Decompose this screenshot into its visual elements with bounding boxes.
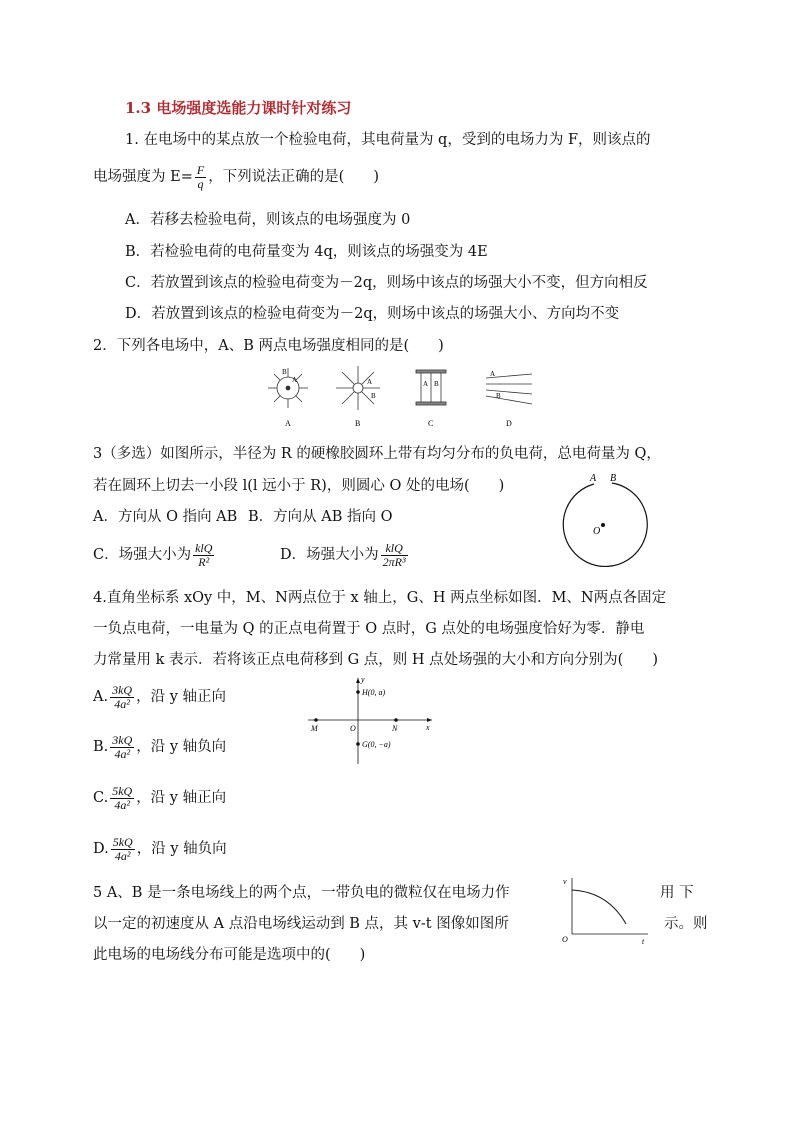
q5-stem-line2: 以一定的初速度从 A 点沿电场线运动到 B 点，其 v-t 图像如图所 <box>93 916 509 932</box>
q5-label-v: v <box>563 877 567 886</box>
q4-option-b-letter: B. <box>93 739 109 755</box>
q4-option-d-dir: ，沿 y 轴负向 <box>136 841 227 857</box>
q5-stem-line1-end: 用 下 <box>660 885 694 901</box>
q2-fig-label-c: C <box>428 419 434 428</box>
q4-a-num: 3kQ <box>112 682 133 697</box>
q3-d-num: klQ <box>381 542 408 556</box>
q2-fig-d-point-a: A <box>490 370 496 378</box>
q5-label-o: O <box>562 935 568 944</box>
q1-option-b: B．若检验电荷的电荷量变为 4q，则该点的场强变为 4E <box>125 244 488 260</box>
q4-c-num: 5kQ <box>112 783 133 798</box>
q2-fig-label-d: D <box>506 419 512 428</box>
q3-option-d <box>280 535 410 575</box>
q3-stem-line2: 若在圆环上切去一小段 l(l 远小于 R)，则圆心 O 处的电场( ) <box>93 478 505 494</box>
q2-fig-b-point-a: A <box>367 378 373 386</box>
q4-option-c <box>93 778 226 818</box>
q4-label-m: M <box>311 724 318 733</box>
q3-option-a: A．方向从 O 指向 AB <box>93 509 238 525</box>
q4-b-num: 3kQ <box>112 732 133 747</box>
q4-option-a-fraction <box>110 684 134 710</box>
q4-b-den: 4a² <box>114 746 131 761</box>
q4-option-d-letter: D. <box>93 841 109 857</box>
q3-d-den: 2πR³ <box>382 554 406 569</box>
q1-option-a: A．若移去检验电荷，则该点的电场强度为 0 <box>125 212 411 228</box>
q4-option-c-fraction <box>110 785 134 811</box>
q4-stem-line3: 力常量用 k 表示．若将该正点电荷移到 G 点，则 H 点处场强的大小和方向分别为( ) <box>93 652 658 668</box>
q4-d-num: 5kQ <box>112 834 133 849</box>
q2-figure-panel <box>258 364 538 430</box>
page-title: 1.3 电场强度选能力课时针对练习 <box>125 99 352 117</box>
q3-option-d-fraction <box>381 542 408 568</box>
q2-fig-d <box>486 374 532 404</box>
q4-label-g: G(0, −a) <box>362 740 391 749</box>
q2-fig-c <box>416 370 446 405</box>
q4-x-arrow <box>427 718 432 722</box>
q3-label-b: B <box>610 473 617 484</box>
q4-point-n <box>394 718 398 722</box>
q4-option-d-fraction <box>111 836 135 862</box>
q3-stem-line1: 3（多选）如图所示，半径为 R 的硬橡胶圆环上带有均匀分布的负电荷，总电荷量为 Q， <box>93 446 661 462</box>
q4-point-m <box>314 718 318 722</box>
q3-option-d-text: D．场强大小为 <box>280 547 379 563</box>
q4-label-n: N <box>392 724 398 733</box>
q3-option-b: B．方向从 AB 指向 O <box>248 509 393 525</box>
q2-fig-b <box>336 366 380 410</box>
q4-option-b <box>93 727 226 767</box>
q4-label-y: y <box>361 675 365 684</box>
q5-vt-curve <box>572 890 626 924</box>
q4-y-arrow <box>356 678 360 683</box>
q4-option-a-letter: A. <box>93 689 109 705</box>
q5-label-t: t <box>642 937 645 946</box>
q1-fraction <box>195 164 206 190</box>
q2-fig-d-point-b: B <box>496 392 501 400</box>
q3-option-c-fraction <box>193 542 214 568</box>
q5-stem-line1: 5 A、B 是一条电场线上的两个点，一带负电的微粒仅在电场力作 <box>93 885 510 901</box>
q5-stem-line2-end: 示。则 <box>664 916 708 932</box>
q2-fig-a-point-a: A <box>292 376 298 384</box>
q2-fig-a-point-b: B <box>282 368 287 376</box>
q1-frac-den: q <box>197 176 204 191</box>
q4-option-a-dir: ，沿 y 轴正向 <box>136 689 227 705</box>
q4-option-b-dir: ，沿 y 轴负向 <box>136 739 227 755</box>
q3-center-dot <box>601 523 605 527</box>
q2-fig-label-b: B <box>355 419 361 428</box>
q1-option-d: D．若放置到该点的检验电荷变为－2q，则场中该点的场强大小、方向均不变 <box>125 306 620 322</box>
q4-point-g <box>356 742 360 746</box>
q4-coordinate-figure <box>300 672 440 772</box>
q3-ring-arc <box>563 483 647 566</box>
q4-label-x: x <box>426 723 430 732</box>
q5-vt-graph <box>558 872 654 948</box>
q3-c-den: R² <box>198 554 210 569</box>
q3-label-o: O <box>593 526 601 537</box>
q1-option-c: C．若放置到该点的检验电荷变为－2q，则场中该点的场强大小不变，但方向相反 <box>125 275 648 291</box>
q2-fig-label-a: A <box>285 419 291 428</box>
q4-label-h: H(0, a) <box>362 688 386 697</box>
q2-stem: 2．下列各电场中，A、B 两点电场强度相同的是( ) <box>93 338 444 354</box>
q3-label-a: A <box>590 473 597 484</box>
q2-fig-c-point-a: A <box>423 380 429 388</box>
q3-option-c <box>93 535 216 575</box>
q3-c-num: klQ <box>195 540 213 555</box>
q4-option-c-dir: ，沿 y 轴正向 <box>136 790 227 806</box>
q2-fig-a <box>268 368 308 408</box>
q3-option-c-text: C．场强大小为 <box>93 547 192 563</box>
q4-a-den: 4a² <box>114 696 130 711</box>
q4-option-d <box>93 829 227 869</box>
q4-option-b-fraction <box>110 734 134 760</box>
q4-stem-line2: 一负点电荷，一电量为 Q 的正点电荷置于 O 点时，G 点处的电场强度恰好为零．静电 <box>93 621 645 637</box>
q2-fig-c-point-b: B <box>434 380 439 388</box>
q2-fig-b-point-b: B <box>371 392 376 400</box>
q5-stem-line3: 此电场的电场线分布可能是选项中的( ) <box>93 947 366 963</box>
q4-stem-line1: 4.直角坐标系 xOy 中，M、N两点位于 x 轴上，G、H 两点坐标如图．M、N两点各固定 <box>93 590 667 606</box>
q4-c-den: 4a² <box>114 797 130 812</box>
q1-stem-text: 电场强度为 E= <box>93 169 193 185</box>
q4-d-den: 4a² <box>114 848 131 863</box>
q1-frac-num: F <box>196 162 205 177</box>
q3-ring-figure <box>556 470 656 570</box>
q1-stem-tail: ，下列说法正确的是( ) <box>208 169 380 185</box>
q4-label-o: O <box>350 724 356 733</box>
q4-option-a <box>93 677 226 717</box>
q4-option-c-letter: C. <box>93 790 109 806</box>
q4-point-h <box>356 690 360 694</box>
q1-stem-line2 <box>93 157 379 197</box>
q1-stem-line1: 1. 在电场中的某点放一个检验电荷，其电荷量为 q，受到的电场力为 F，则该点的 <box>125 132 651 148</box>
